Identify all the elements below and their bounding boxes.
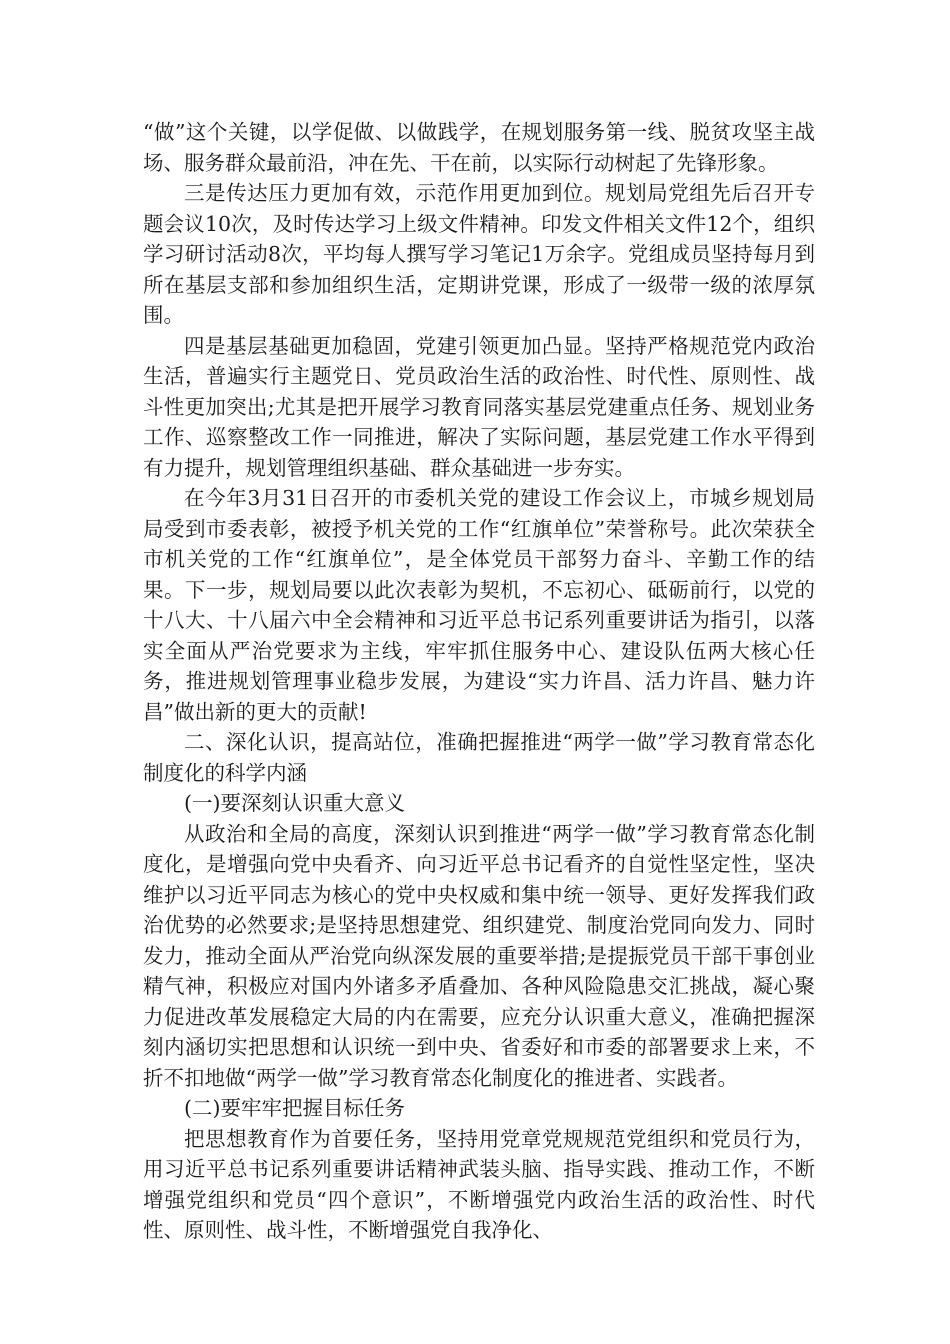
paragraph-point-three: 三是传达压力更加有效，示范作用更加到位。规划局党组先后召开专题会议10次，及时传达学习上级文件精神。印发文件相关文件12个，组织学习研讨活动8次，平均每人撰写学习笔记1万余字。党组成员坚持每月到所在基层支部和参加组织生活，定期讲党课，形成了一级带一级的浓厚氛围。 [143,181,815,327]
paragraph-red-flag-unit: 在今年3月31日召开的市委机关党的建设工作会议上，市城乡规划局局受到市委表彰，被授予机关党的工作“红旗单位”荣誉称号。此次荣获全市机关党的工作“红旗单位”，是全体党员干部努力奋斗、辛勤工作的结果。下一步，规划局要以此次表彰为契机，不忘初心、砥砺前行，以党的十八大、十八届六中全会精神和习近平总书记系列重要讲话为指引，以落实全面从严治党要求为主线，牢牢抓住服务中心、建设队伍两大核心任务，推进规划管理事业稳步发展，为建设“实力许昌、活力许昌、魅力许昌”做出新的更大的贡献! [143,486,815,724]
subheading-two: (二)要牢牢把握目标任务 [184,1096,405,1120]
document-page [143,117,815,1246]
paragraph-significance: 从政治和全局的高度，深刻认识到推进“两学一做”学习教育常态化制度化，是增强向党中央看齐、向习近平总书记看齐的自觉性坚定性，坚决维护以习近平同志为核心的党中央权威和集中统一领导、更好发挥我们政治优势的必然要求;是坚持思想建党、组织建党、制度治党同向发力、同时发力，推动全面从严治党向纵深发展的重要举措;是提振党员干部干事创业精气神，积极应对国内外诸多矛盾叠加、各种风险隐患交汇挑战，凝心聚力促进改革发展稳定大局的内在需要，应充分认识重大意义，准确把握深刻内涵切实把思想和认识统一到中央、省委好和市委的部署要求上来，不折不扣地做“两学一做”学习教育常态化制度化的推进者、实践者。 [143,821,815,1090]
subheading-one: (一)要深刻认识重大意义 [184,791,405,815]
section-heading-two: 二、深化认识，提高站位，准确把握推进“两学一做”学习教育常态化制度化的科学内涵 [143,730,815,785]
paragraph-continuation: “做”这个关键，以学促做、以做践学，在规划服务第一线、脱贫攻坚主战场、服务群众最前沿，冲在先、干在前，以实际行动树起了先锋形象。 [143,120,815,175]
paragraph-targets: 把思想教育作为首要任务，坚持用党章党规规范党组织和党员行为，用习近平总书记系列重要讲话精神武装头脑、指导实践、推动工作，不断增强党组织和党员“四个意识”，不断增强党内政治生活的政治性、时代性、原则性、战斗性，不断增强党自我净化、 [143,1126,815,1242]
paragraph-point-four: 四是基层基础更加稳固，党建引领更加凸显。坚持严格规范党内政治生活，普遍实行主题党日、党员政治生活的政治性、时代性、原则性、战斗性更加突出;尤其是把开展学习教育同落实基层党建重点任务、规划业务工作、巡察整改工作一同推进，解决了实际问题，基层党建工作水平得到有力提升，规划管理组织基础、群众基础进一步夯实。 [143,333,815,480]
